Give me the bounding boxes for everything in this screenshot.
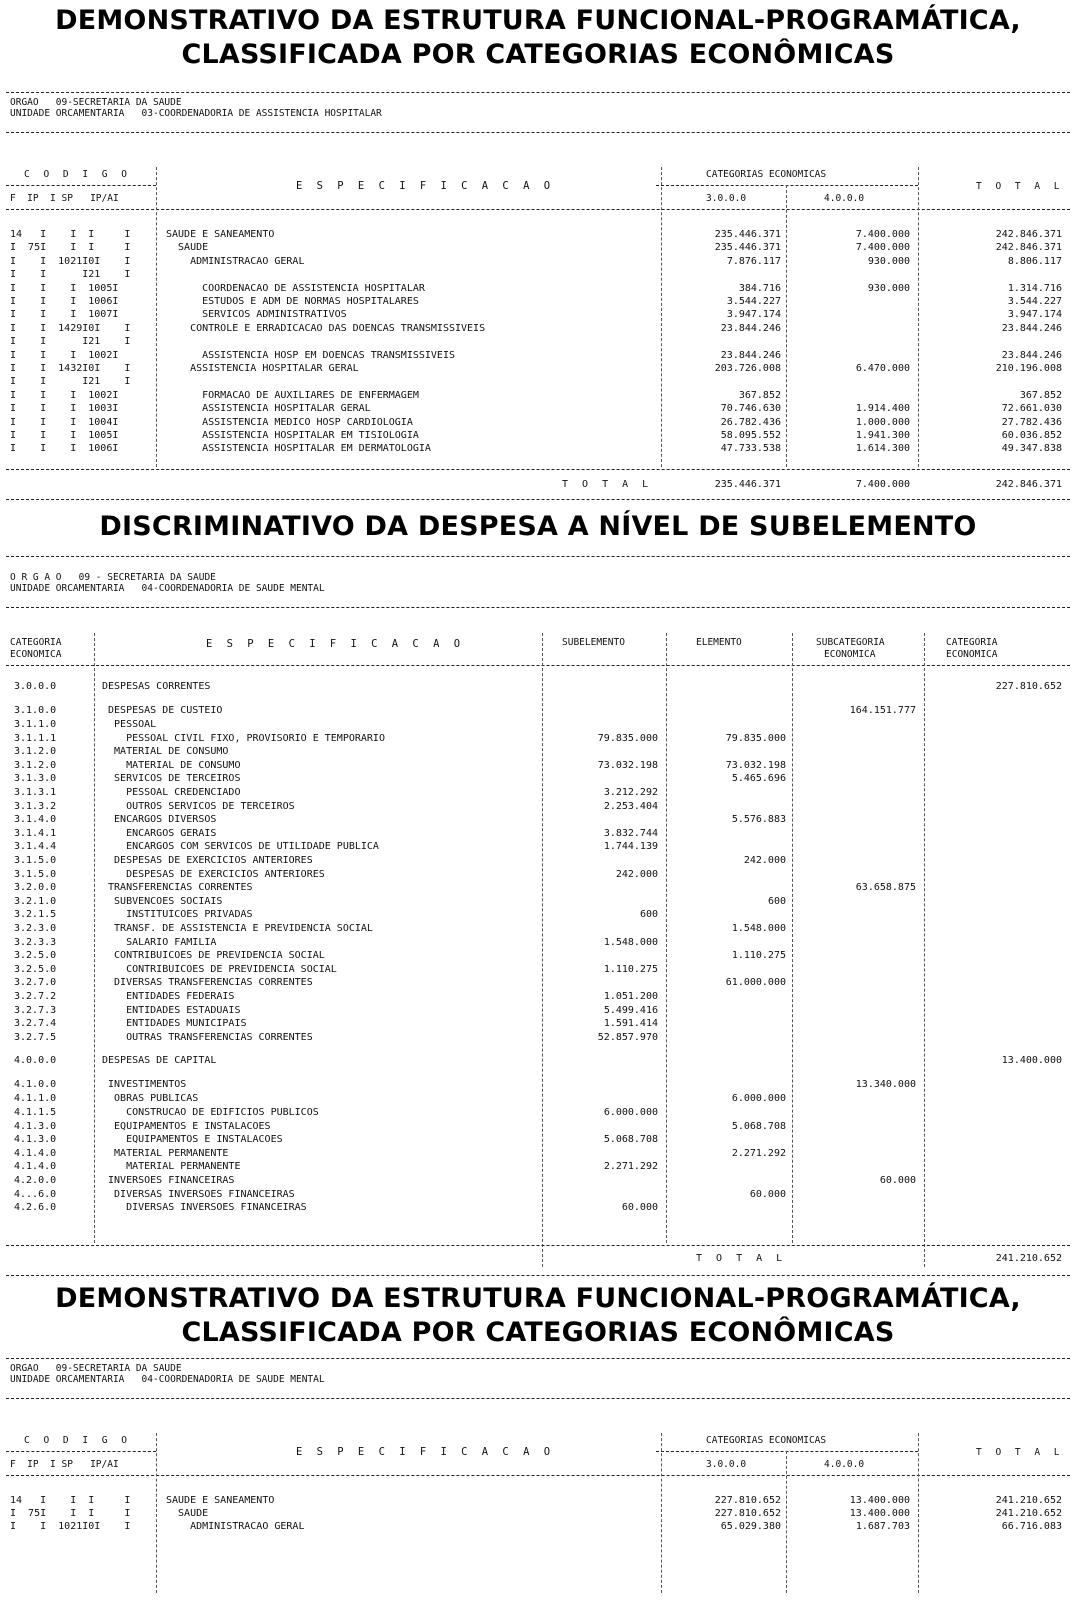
cat1-cell: 3.947.174 xyxy=(726,309,781,321)
code-cell: 14 I I I I xyxy=(10,229,131,240)
desc-cell: CONTRIBUICOES DE PREVIDENCIA SOCIAL xyxy=(102,950,325,962)
cat1-cell: 203.726.008 xyxy=(714,363,781,374)
code-cell: I I I 1002I xyxy=(10,389,119,401)
desc-cell: DIVERSAS TRANSFERENCIAS CORRENTES xyxy=(102,977,313,989)
subelemento-cell: 52.857.970 xyxy=(597,1031,658,1043)
cat1-cell: 26.782.436 xyxy=(720,416,781,428)
cat2-cell: 7.400.000 xyxy=(855,242,910,254)
desc-cell: SERVICOS DE TERCEIROS xyxy=(102,773,241,785)
subelemento-cell: 1.591.414 xyxy=(603,1018,658,1030)
total-cell: 1.314.716 xyxy=(1007,282,1062,294)
doc2-col-elemento: ELEMENTO xyxy=(696,637,742,648)
doc1-total-c2: 7.400.000 xyxy=(855,479,910,490)
categoria-cell: 3.2.1.5 xyxy=(14,909,57,921)
doc1-table xyxy=(6,92,1070,500)
categoria-cell: 4.1.3.0 xyxy=(14,1120,57,1132)
doc3-title-line1: DEMONSTRATIVO DA ESTRUTURA FUNCIONAL-PROGRAMÁTICA, xyxy=(55,1283,1021,1314)
total-cell: 241.210.652 xyxy=(995,1495,1062,1506)
doc2-col-subelemento: SUBELEMENTO xyxy=(562,637,625,648)
elemento-cell: 2.271.292 xyxy=(731,1147,786,1159)
categoria-cell: 3.2.7.5 xyxy=(14,1031,57,1043)
subelemento-cell: 3.212.292 xyxy=(603,787,658,798)
subcategoria-cell: 60.000 xyxy=(879,1175,916,1186)
total-cell: 210.196.008 xyxy=(995,363,1062,374)
total-cell: 49.347.838 xyxy=(1001,443,1062,455)
doc3-col-especificacao: E S P E C I F I C A C A O xyxy=(296,1446,555,1458)
elemento-cell: 5.465.696 xyxy=(731,773,786,785)
code-cell: I 75I I I I xyxy=(10,242,131,254)
doc2-col-subcat-economica: ECONOMICA xyxy=(824,649,876,660)
code-cell: I I I 1002I xyxy=(10,349,119,361)
elemento-cell: 61.000.000 xyxy=(725,977,786,989)
subelemento-cell: 2.271.292 xyxy=(603,1161,658,1173)
doc1-title-line1: DEMONSTRATIVO DA ESTRUTURA FUNCIONAL-PROGRAMÁTICA, xyxy=(55,5,1021,36)
total-cell: 27.782.436 xyxy=(1001,416,1062,428)
doc3-col-codigo: C O D I G O xyxy=(24,1435,131,1446)
desc-cell: INVERSOES FINANCEIRAS xyxy=(102,1175,235,1186)
desc-cell: CONTRIBUICOES DE PREVIDENCIA SOCIAL xyxy=(102,963,337,975)
desc-cell: SAUDE E SANEAMENTO xyxy=(166,1495,275,1506)
desc-cell: MATERIAL DE CONSUMO xyxy=(102,759,241,771)
subcategoria-cell: 63.658.875 xyxy=(855,882,916,894)
doc2-col-subcategoria: SUBCATEGORIA xyxy=(816,637,885,648)
subelemento-cell: 1.548.000 xyxy=(603,936,658,948)
desc-cell: DIVERSAS INVERSOES FINANCEIRAS xyxy=(102,1188,295,1200)
categoria-cell: 3.1.1.0 xyxy=(14,719,57,730)
elemento-cell: 6.000.000 xyxy=(731,1093,786,1105)
desc-cell: MATERIAL DE CONSUMO xyxy=(102,746,229,758)
elemento-cell: 1.110.275 xyxy=(731,950,786,962)
code-cell: I I I21 I xyxy=(10,269,131,281)
categoria-cell: 3.2.7.0 xyxy=(14,977,57,989)
subelemento-cell: 1.051.200 xyxy=(603,991,658,1002)
subelemento-cell: 79.835.000 xyxy=(597,732,658,744)
code-cell: I I 1021I0I I xyxy=(10,1521,131,1532)
doc3-unidade: UNIDADE ORCAMENTARIA 04-COORDENADORIA DE SAUDE MENTAL xyxy=(10,1374,325,1385)
elemento-cell: 1.548.000 xyxy=(731,923,786,934)
desc-cell: PESSOAL CIVIL FIXO, PROVISORIO E TEMPORARIO xyxy=(102,732,385,744)
desc-cell: SERVICOS ADMINISTRATIVOS xyxy=(166,309,347,321)
doc1-unidade: UNIDADE ORCAMENTARIA 03-COORDENADORIA DE ASSISTENCIA HOSPITALAR xyxy=(10,108,382,119)
categoria-cell: 3.2.5.0 xyxy=(14,950,57,962)
desc-cell: ASSISTENCIA HOSPITALAR EM TISIOLOGIA xyxy=(166,430,419,441)
categoria-econ-cell: 13.400.000 xyxy=(1001,1055,1062,1067)
doc3-title xyxy=(0,1282,1076,1350)
total-cell: 367.852 xyxy=(1019,389,1062,401)
doc3-col-cat2: 4.0.0.0 xyxy=(824,1459,865,1470)
desc-cell: ADMINISTRACAO GERAL xyxy=(166,1521,305,1532)
categoria-cell: 3.2.3.0 xyxy=(14,923,57,934)
desc-cell: ASSISTENCIA HOSPITALAR GERAL xyxy=(166,403,371,415)
cat2-cell: 7.400.000 xyxy=(855,229,910,240)
subelemento-cell: 600 xyxy=(639,909,658,921)
cat1-cell: 23.844.246 xyxy=(720,322,781,334)
desc-cell: SAUDE xyxy=(166,242,209,254)
cat2-cell: 1.614.300 xyxy=(855,443,910,455)
categoria-cell: 3.1.3.1 xyxy=(14,787,57,798)
desc-cell: OUTRAS TRANSFERENCIAS CORRENTES xyxy=(102,1031,313,1043)
code-cell: I 75I I I I xyxy=(10,1508,131,1519)
code-cell: 14 I I I I xyxy=(10,1495,131,1506)
categoria-cell: 3.1.0.0 xyxy=(14,705,57,716)
categoria-cell: 4.1.1.5 xyxy=(14,1107,57,1118)
desc-cell: ENTIDADES ESTADUAIS xyxy=(102,1004,241,1016)
cat2-cell: 930.000 xyxy=(867,255,910,267)
doc3-orgao: ORGAO 09-SECRETARIA DA SAUDE xyxy=(10,1363,182,1374)
doc2-orgao: O R G A O 09 - SECRETARIA DA SAUDE xyxy=(10,572,216,583)
code-cell: I I 1021I0I I xyxy=(10,255,131,267)
desc-cell: PESSOAL xyxy=(102,719,157,730)
doc3-col-categorias: CATEGORIAS ECONOMICAS xyxy=(706,1435,827,1446)
subcategoria-cell: 13.340.000 xyxy=(855,1079,916,1091)
desc-cell: ASSISTENCIA HOSPITALAR GERAL xyxy=(166,363,359,374)
total-cell: 3.544.227 xyxy=(1007,296,1062,307)
cat1-cell: 3.544.227 xyxy=(726,296,781,307)
doc2-total-label: T O T A L xyxy=(696,1253,787,1264)
total-cell: 72.661.030 xyxy=(1001,403,1062,415)
doc2-col-cat-economica: ECONOMICA xyxy=(946,649,998,660)
subelemento-cell: 1.110.275 xyxy=(603,963,658,975)
total-cell: 242.846.371 xyxy=(995,242,1062,254)
cat2-cell: 930.000 xyxy=(867,282,910,294)
categoria-cell: 3.1.5.0 xyxy=(14,855,57,866)
categoria-cell: 3.2.1.0 xyxy=(14,895,57,907)
doc1-total-tot: 242.846.371 xyxy=(995,479,1062,490)
doc3-col-total: T O T A L xyxy=(976,1447,1064,1458)
doc1-col-codigo: C O D I G O xyxy=(24,169,131,180)
categoria-cell: 4.1.4.0 xyxy=(14,1147,57,1159)
categoria-cell: 4.1.3.0 xyxy=(14,1134,57,1146)
total-cell: 3.947.174 xyxy=(1007,309,1062,321)
subelemento-cell: 6.000.000 xyxy=(603,1107,658,1118)
categoria-cell: 3.1.4.1 xyxy=(14,827,57,839)
desc-cell: EQUIPAMENTOS E INSTALACOES xyxy=(102,1134,283,1146)
doc3-header xyxy=(6,1359,1070,1399)
doc2-col-categoria: CATEGORIA xyxy=(10,637,62,648)
categoria-econ-cell: 227.810.652 xyxy=(995,681,1062,692)
subelemento-cell: 5.499.416 xyxy=(603,1004,658,1016)
subelemento-cell: 60.000 xyxy=(621,1202,658,1214)
categoria-cell: 3.2.0.0 xyxy=(14,882,57,894)
desc-cell: OBRAS PUBLICAS xyxy=(102,1093,199,1105)
desc-cell: ASSISTENCIA HOSP EM DOENCAS TRANSMISSIVEIS xyxy=(166,349,455,361)
doc2-col-cat-categoria: CATEGORIA xyxy=(946,637,998,648)
doc1-col-especificacao: E S P E C I F I C A C A O xyxy=(296,180,555,192)
categoria-cell: 3.1.4.4 xyxy=(14,841,57,853)
desc-cell: TRANSF. DE ASSISTENCIA E PREVIDENCIA SOCIAL xyxy=(102,923,373,934)
cat2-cell: 6.470.000 xyxy=(855,363,910,374)
doc2-title-block xyxy=(0,510,1076,544)
desc-cell: SAUDE E SANEAMENTO xyxy=(166,229,275,240)
cat2-cell: 1.914.400 xyxy=(855,403,910,415)
categoria-cell: 3.1.3.0 xyxy=(14,773,57,785)
doc1-title xyxy=(0,4,1076,72)
code-cell: I I I 1006I xyxy=(10,443,119,455)
doc1-col-cat2: 4.0.0.0 xyxy=(824,193,865,204)
code-cell: I I I21 I xyxy=(10,336,131,348)
subelemento-cell: 2.253.404 xyxy=(603,800,658,812)
categoria-cell: 3.2.5.0 xyxy=(14,963,57,975)
doc3-col-codigo-sub: F IP I SP IP/AI xyxy=(10,1459,119,1470)
code-cell: I I I 1005I xyxy=(10,282,119,294)
doc1-col-total: T O T A L xyxy=(976,181,1064,192)
categoria-cell: 4.2.0.0 xyxy=(14,1175,57,1186)
total-cell: 60.036.852 xyxy=(1001,430,1062,441)
categoria-cell: 3.1.2.0 xyxy=(14,759,57,771)
total-cell: 242.846.371 xyxy=(995,229,1062,240)
cat1-cell: 70.746.630 xyxy=(720,403,781,415)
code-cell: I I I 1005I xyxy=(10,430,119,441)
total-cell: 8.806.117 xyxy=(1007,255,1062,267)
elemento-cell: 73.032.198 xyxy=(725,759,786,771)
elemento-cell: 5.576.883 xyxy=(731,814,786,826)
elemento-cell: 5.068.708 xyxy=(731,1120,786,1132)
doc2-table xyxy=(6,556,1070,1276)
categoria-cell: 3.2.7.4 xyxy=(14,1018,57,1030)
desc-cell: SAUDE xyxy=(166,1508,209,1519)
cat1-cell: 367.852 xyxy=(738,389,781,401)
doc1-header xyxy=(6,93,1070,133)
categoria-cell: 3.1.3.2 xyxy=(14,800,57,812)
cat1-cell: 58.095.552 xyxy=(720,430,781,441)
desc-cell: ENTIDADES FEDERAIS xyxy=(102,991,235,1002)
desc-cell: ENCARGOS GERAIS xyxy=(102,827,217,839)
doc2-header xyxy=(6,557,1070,608)
categoria-cell: 4.0.0.0 xyxy=(14,1055,57,1067)
desc-cell: OUTROS SERVICOS DE TERCEIROS xyxy=(102,800,295,812)
doc3-col-cat1: 3.0.0.0 xyxy=(706,1459,747,1470)
subelemento-cell: 73.032.198 xyxy=(597,759,658,771)
categoria-cell: 4.1.0.0 xyxy=(14,1079,57,1091)
desc-cell: ASSISTENCIA HOSPITALAR EM DERMATOLOGIA xyxy=(166,443,431,455)
doc3-title-line2: CLASSIFICADA POR CATEGORIAS ECONÔMICAS xyxy=(181,1317,895,1348)
categoria-cell: 3.0.0.0 xyxy=(14,681,57,692)
doc2-unidade: UNIDADE ORCAMENTARIA 04-COORDENADORIA DE SAUDE MENTAL xyxy=(10,583,325,594)
cat1-cell: 65.029.380 xyxy=(720,1521,781,1532)
desc-cell: ENTIDADES MUNICIPAIS xyxy=(102,1018,247,1030)
categoria-cell: 3.2.7.3 xyxy=(14,1004,57,1016)
doc3-table xyxy=(6,1358,1070,1598)
desc-cell: DESPESAS DE CAPITAL xyxy=(102,1055,217,1067)
doc2-title: DISCRIMINATIVO DA DESPESA A NÍVEL DE SUBELEMENTO xyxy=(99,511,977,542)
categoria-cell: 3.1.1.1 xyxy=(14,732,57,744)
desc-cell: CONSTRUCAO DE EDIFICIOS PUBLICOS xyxy=(102,1107,319,1118)
subelemento-cell: 1.744.139 xyxy=(603,841,658,853)
doc1-col-cat1: 3.0.0.0 xyxy=(706,193,747,204)
categoria-cell: 3.1.4.0 xyxy=(14,814,57,826)
elemento-cell: 242.000 xyxy=(743,855,786,866)
doc2-total-value: 241.210.652 xyxy=(995,1253,1062,1264)
cat1-cell: 23.844.246 xyxy=(720,349,781,361)
doc1-total-c1: 235.446.371 xyxy=(714,479,781,490)
cat2-cell: 13.400.000 xyxy=(849,1508,910,1519)
categoria-cell: 3.1.2.0 xyxy=(14,746,57,758)
code-cell: I I I 1007I xyxy=(10,309,119,321)
desc-cell: SALARIO FAMILIA xyxy=(102,936,217,948)
desc-cell: COORDENACAO DE ASSISTENCIA HOSPITALAR xyxy=(166,282,425,294)
elemento-cell: 79.835.000 xyxy=(725,732,786,744)
cat2-cell: 1.687.703 xyxy=(855,1521,910,1532)
cat2-cell: 1.000.000 xyxy=(855,416,910,428)
elemento-cell: 600 xyxy=(767,895,786,907)
desc-cell: ESTUDOS E ADM DE NORMAS HOSPITALARES xyxy=(166,296,419,307)
cat1-cell: 235.446.371 xyxy=(714,229,781,240)
categoria-cell: 3.2.3.3 xyxy=(14,936,57,948)
desc-cell: DESPESAS CORRENTES xyxy=(102,681,211,692)
desc-cell: CONTROLE E ERRADICACAO DAS DOENCAS TRANSMISSIVEIS xyxy=(166,322,486,334)
categoria-cell: 4.1.1.0 xyxy=(14,1093,57,1105)
cat1-cell: 384.716 xyxy=(738,282,781,294)
desc-cell: DIVERSAS INVERSOES FINANCEIRAS xyxy=(102,1202,307,1214)
desc-cell: EQUIPAMENTOS E INSTALACOES xyxy=(102,1120,271,1132)
doc2-col-economica: ECONOMICA xyxy=(10,649,62,660)
subelemento-cell: 3.832.744 xyxy=(603,827,658,839)
categoria-cell: 3.2.7.2 xyxy=(14,991,57,1002)
total-cell: 241.210.652 xyxy=(995,1508,1062,1519)
desc-cell: DESPESAS DE CUSTEIO xyxy=(102,705,223,716)
code-cell: I I I21 I xyxy=(10,376,131,388)
doc1-total-label: T O T A L xyxy=(562,479,653,490)
categoria-cell: 3.1.5.0 xyxy=(14,868,57,880)
total-cell: 23.844.246 xyxy=(1001,322,1062,334)
doc2-col-especificacao: E S P E C I F I C A C A O xyxy=(206,638,465,650)
total-cell: 66.716.083 xyxy=(1001,1521,1062,1532)
cat2-cell: 13.400.000 xyxy=(849,1495,910,1506)
desc-cell: ASSISTENCIA MEDICO HOSP CARDIOLOGIA xyxy=(166,416,413,428)
elemento-cell: 60.000 xyxy=(749,1188,786,1200)
cat1-cell: 235.446.371 xyxy=(714,242,781,254)
doc1-orgao: ORGAO 09-SECRETARIA DA SAUDE xyxy=(10,97,182,108)
desc-cell: ENCARGOS COM SERVICOS DE UTILIDADE PUBLICA xyxy=(102,841,379,853)
cat1-cell: 227.810.652 xyxy=(714,1495,781,1506)
cat1-cell: 47.733.538 xyxy=(720,443,781,455)
desc-cell: MATERIAL PERMANENTE xyxy=(102,1147,229,1159)
cat1-cell: 227.810.652 xyxy=(714,1508,781,1519)
cat1-cell: 7.876.117 xyxy=(726,255,781,267)
categoria-cell: 4...6.0 xyxy=(14,1188,57,1200)
total-cell: 23.844.246 xyxy=(1001,349,1062,361)
desc-cell: DESPESAS DE EXERCICIOS ANTERIORES xyxy=(102,868,325,880)
doc1-col-codigo-sub: F IP I SP IP/AI xyxy=(10,193,119,204)
desc-cell: SUBVENCOES SOCIAIS xyxy=(102,895,223,907)
categoria-cell: 4.2.6.0 xyxy=(14,1202,57,1214)
desc-cell: INVESTIMENTOS xyxy=(102,1079,187,1091)
code-cell: I I I 1004I xyxy=(10,416,119,428)
desc-cell: PESSOAL CREDENCIADO xyxy=(102,787,241,798)
code-cell: I I I 1003I xyxy=(10,403,119,415)
code-cell: I I 1429I0I I xyxy=(10,322,131,334)
desc-cell: FORMACAO DE AUXILIARES DE ENFERMAGEM xyxy=(166,389,419,401)
categoria-cell: 4.1.4.0 xyxy=(14,1161,57,1173)
code-cell: I I 1432I0I I xyxy=(10,363,131,374)
subelemento-cell: 242.000 xyxy=(615,868,658,880)
desc-cell: ENCARGOS DIVERSOS xyxy=(102,814,217,826)
subelemento-cell: 5.068.708 xyxy=(603,1134,658,1146)
desc-cell: ADMINISTRACAO GERAL xyxy=(166,255,305,267)
desc-cell: INSTITUICOES PRIVADAS xyxy=(102,909,253,921)
cat2-cell: 1.941.300 xyxy=(855,430,910,441)
doc1-col-categorias: CATEGORIAS ECONOMICAS xyxy=(706,169,827,180)
desc-cell: DESPESAS DE EXERCICIOS ANTERIORES xyxy=(102,855,313,866)
desc-cell: MATERIAL PERMANENTE xyxy=(102,1161,241,1173)
doc1-title-line2: CLASSIFICADA POR CATEGORIAS ECONÔMICAS xyxy=(181,39,895,70)
code-cell: I I I 1006I xyxy=(10,296,119,307)
desc-cell: TRANSFERENCIAS CORRENTES xyxy=(102,882,253,894)
subcategoria-cell: 164.151.777 xyxy=(849,705,916,716)
